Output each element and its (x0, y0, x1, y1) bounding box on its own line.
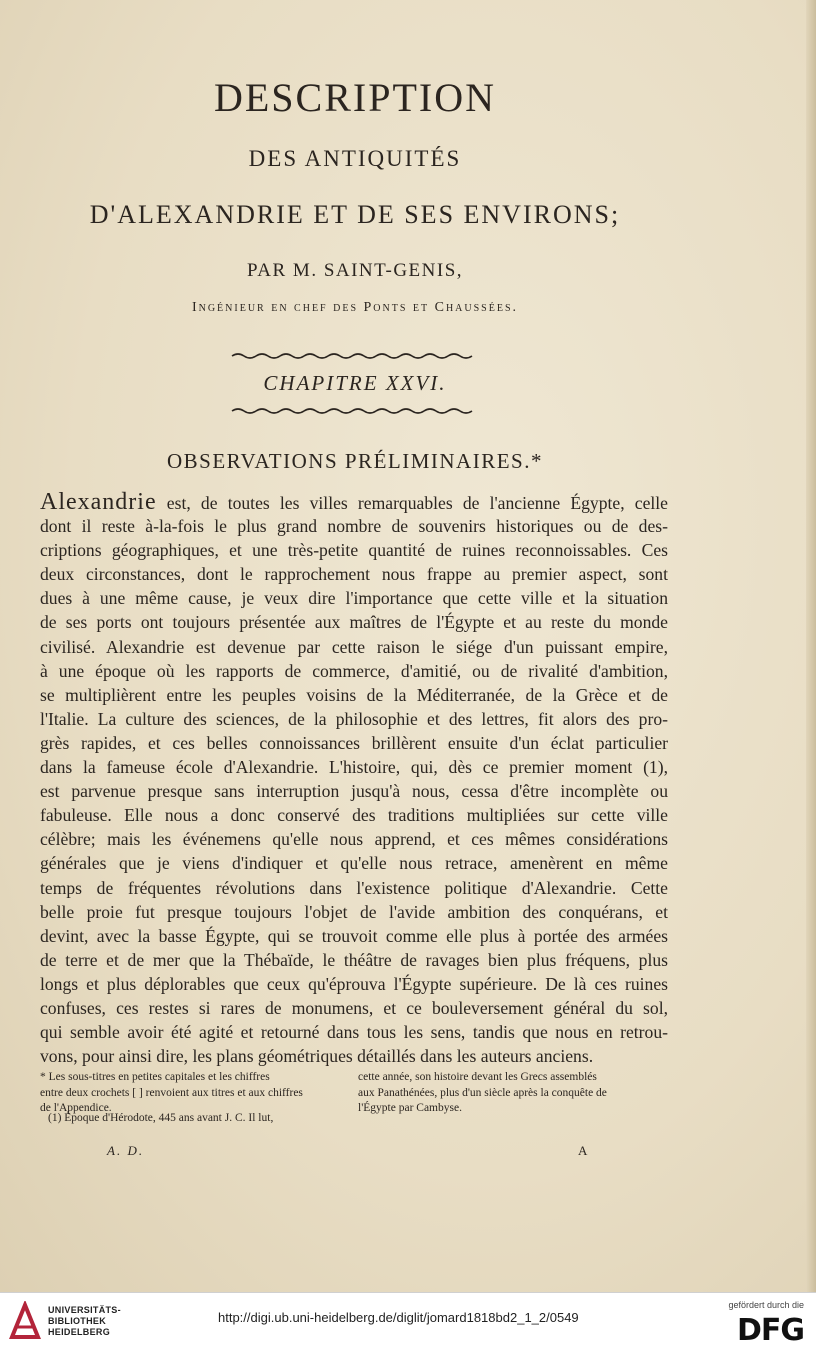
funding-text: gefördert durch die (728, 1300, 804, 1310)
footnote-line: cette année, son histoire devant les Grecs assemblés (358, 1071, 597, 1083)
text-line: civilisé. Alexandrie est devenue par cette raison le siége d'un puissant empire, (40, 636, 668, 657)
text-line: à une époque où les rapports de commerce, d'amitié, ou de rivalité d'ambition, (40, 660, 668, 681)
ornamental-rule-bottom (230, 407, 478, 415)
signature-mark-right: A (578, 1143, 588, 1158)
text-line: célèbre; mais les événemens qu'elle nous apprend, et ces mêmes considérations (40, 829, 668, 850)
text-line: vons, pour ainsi dire, les plans géométriques détaillés dans les auteurs anciens. (40, 1046, 594, 1067)
text-line: belle proie fut presque toujours l'objet de l'avide ambition des conquérans, et (40, 901, 668, 922)
text-line: l'Italie. La culture des sciences, de la philosophie et des lettres, fit alors des pro- (40, 708, 668, 729)
text-line: confuses, ces restes si rares de monumens, et ce bouleversement général du sol, (40, 997, 668, 1018)
footnote-column-right (358, 1070, 670, 1117)
text-line: criptions géographiques, et une très-petite quantité de ruines reconnoissables. Ces (40, 540, 668, 561)
text-line: fabuleuse. Elle nous a donc conservé des traditions multipliées sur cette ville (40, 805, 668, 826)
title-subtitle-2: D'ALEXANDRIE ET DE SES ENVIRONS; (89, 200, 621, 229)
text-line: dont il reste à-la-fois le plus grand nombre de souvenirs historiques ou de des- (40, 516, 668, 537)
author-line: PAR M. SAINT-GENIS, (246, 260, 464, 281)
chapter-heading: CHAPITRE XXVI. (263, 371, 447, 395)
title-main: DESCRIPTION (213, 75, 497, 120)
text-line: Alexandrie est, de toutes les villes remarquables de l'ancienne Égypte, celle (40, 489, 668, 515)
text-line: devint, avec la basse Égypte, qui se trouvoit comme elle plus à portée des armées (40, 925, 668, 946)
text-line: temps de fréquentes révolutions dans l'existence politique d'Alexandrie. Cette (40, 877, 668, 898)
text-line: dues à une même cause, je veux dire l'importance que cette ville et la situation (40, 588, 668, 609)
text-line: se multiplièrent entre les peuples voisins de la Méditerranée, de la Grèce et de (40, 684, 668, 705)
text-line: de ses ports ont toujours présentée aux maîtres de l'Égypte et au reste du monde (40, 612, 668, 633)
text-line: grès rapides, et ces belles connoissances brillèrent ensuite d'un éclat particulier (40, 732, 668, 753)
section-heading: OBSERVATIONS PRÉLIMINAIRES.* (167, 449, 543, 473)
body-text (40, 490, 668, 1068)
footnote-reference: (1) Époque d'Hérodote, 445 ans avant J. C. Il lut, (48, 1112, 274, 1124)
author-office: Ingénieur en chef des Ponts et Chaussées. (191, 300, 519, 315)
university-library-name[interactable]: UNIVERSITÄTS- BIBLIOTHEK HEIDELBERG (48, 1305, 121, 1337)
signature-mark-left: A. D. (107, 1143, 145, 1158)
footnote-line: l'Égypte par Cambyse. (358, 1102, 462, 1114)
viewer-footer (0, 1292, 816, 1351)
footnote-column-left (40, 1070, 340, 1117)
text-line: est parvenue presque sans interruption jusqu'à nous, cessa d'être incomplète ou (40, 781, 668, 802)
dfg-logo[interactable]: DFG (736, 1313, 804, 1348)
text-line: qui semble avoir été agité et retourné dans tous les sens, tandis que nous en retrou- (40, 1022, 668, 1043)
text-line: dans la fameuse école d'Alexandrie. L'histoire, qui, dès ce premier moment (1), (40, 757, 668, 778)
title-subtitle: DES ANTIQUITÉS (248, 146, 462, 171)
university-library-logo-icon[interactable] (8, 1301, 42, 1341)
text-line: générales que je viens d'indiquer et qu'elle nous retrace, amenèrent en même (40, 853, 668, 874)
page-edge (806, 0, 816, 1292)
text-line: longs et plus déplorables que ceux qu'éprouva l'Égypte supérieure. De là ces ruines (40, 973, 668, 994)
footnote-line: de l'Appendice. (40, 1102, 112, 1114)
text-line: de terre et de mer que la Thébaïde, le théâtre de ravages bien plus fréquens, plus (40, 949, 668, 970)
dropcap-word: Alexandrie (40, 489, 157, 515)
permalink-url[interactable]: http://digi.ub.uni-heidelberg.de/diglit/jomard1818bd2_1_2/0549 (218, 1310, 579, 1325)
footnote-line: entre deux crochets [ ] renvoient aux titres et aux chiffres (40, 1086, 303, 1099)
text-line: deux circonstances, dont le rapprochement nous frappe au premier aspect, sont (40, 564, 668, 585)
ornamental-rule-top (230, 352, 478, 360)
footnote-line: aux Panathénées, plus d'un siècle après la conquête de (358, 1086, 607, 1099)
footnote-line: * Les sous-titres en petites capitales et les chiffres (40, 1071, 270, 1083)
